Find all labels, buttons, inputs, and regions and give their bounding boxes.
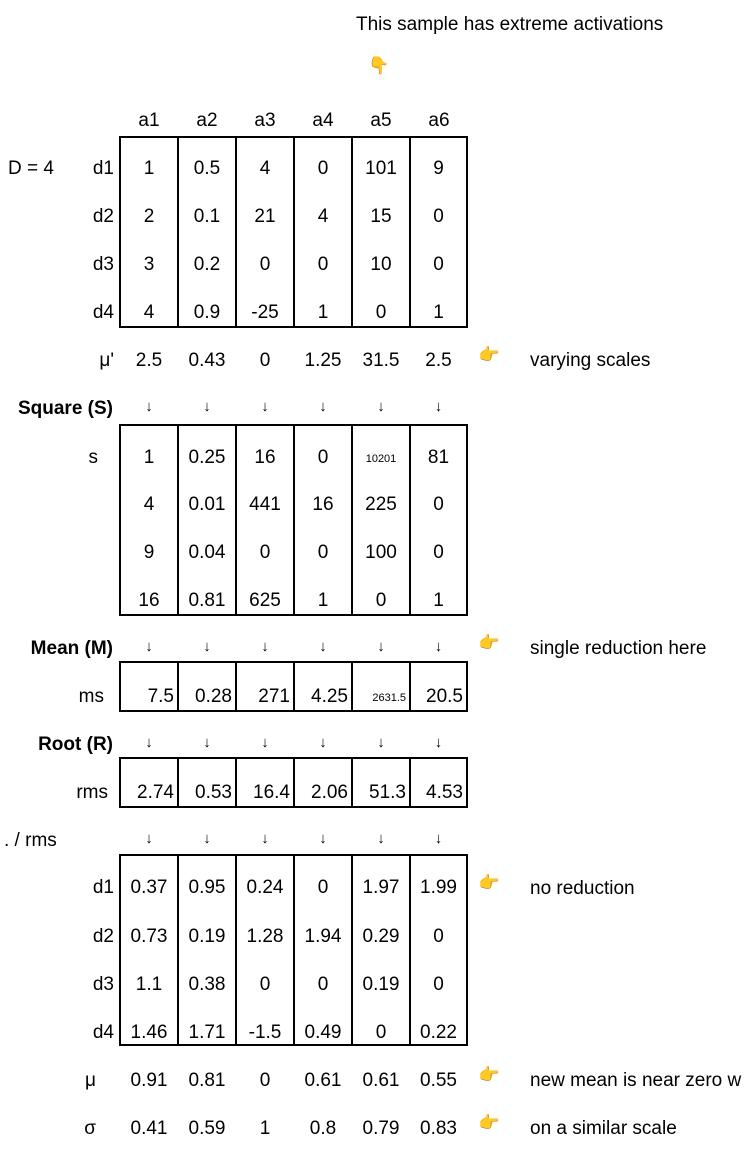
- input-cell: 1: [433, 302, 444, 323]
- root-row-border: [119, 757, 468, 759]
- root-cell: 51.3: [369, 782, 406, 803]
- pointing-down-icon: 👇: [368, 56, 390, 75]
- square-cell: 0: [259, 542, 271, 563]
- input-cell: 0: [259, 254, 271, 275]
- sigma-cell: 0.8: [309, 1118, 337, 1139]
- input-cell: 101: [365, 158, 397, 179]
- down-arrow: ↓: [434, 638, 443, 655]
- root-cell: 4.53: [426, 782, 463, 803]
- square-cell: 16: [312, 494, 334, 515]
- square-cell: 0.81: [188, 590, 226, 611]
- down-arrow: ↓: [145, 398, 153, 415]
- pointing-hand-icon: 👈: [479, 1065, 501, 1084]
- normalized-cell: 0: [375, 1022, 387, 1043]
- normalized-cell: 0: [317, 974, 329, 995]
- square-cell: 9: [143, 542, 155, 563]
- square-cell: 100: [365, 542, 397, 563]
- square-cell: 4: [143, 494, 155, 515]
- down-arrow: ↓: [261, 638, 269, 655]
- input-cell: 2: [143, 206, 155, 227]
- normalized-cell: 0: [433, 926, 444, 947]
- normalized-cell: 1.99: [420, 877, 457, 898]
- input-cell: 0.9: [193, 302, 221, 323]
- row-label: d2: [92, 206, 114, 227]
- sigma-cell: 1: [259, 1118, 271, 1139]
- normalized-matrix-border: [119, 1044, 468, 1046]
- square-label: Square (S): [17, 398, 113, 419]
- mean-cell: 2631.5: [372, 692, 406, 704]
- down-arrow: ↓: [203, 398, 211, 415]
- mu-cell: 0.81: [188, 1070, 226, 1091]
- mean-cell: 4.25: [311, 686, 348, 707]
- mean-row-label: ms: [78, 686, 104, 707]
- mu-note: new mean is near zero w: [530, 1070, 742, 1091]
- normalized-cell: 0.73: [130, 926, 168, 947]
- square-cell: 0: [317, 447, 329, 468]
- input-cell: 21: [254, 206, 276, 227]
- mu-cell: 0.55: [420, 1070, 457, 1091]
- mean-label: Mean (M): [30, 638, 113, 659]
- square-matrix-border: [119, 424, 468, 426]
- square-cell: 81: [427, 447, 450, 468]
- input-cell: 4: [259, 158, 271, 179]
- row-label: d4: [92, 302, 114, 323]
- down-arrow: ↓: [319, 638, 327, 655]
- square-cell: 0.25: [188, 447, 226, 468]
- normalized-cell: 0.19: [362, 974, 400, 995]
- down-arrow: ↓: [319, 830, 327, 847]
- root-cell: 0.53: [195, 782, 232, 803]
- input-cell: 1: [143, 158, 155, 179]
- down-arrow: ↓: [319, 734, 327, 751]
- sigma-cell: 0.41: [130, 1118, 168, 1139]
- root-cell: 2.06: [311, 782, 348, 803]
- down-arrow: ↓: [377, 638, 385, 655]
- square-cell: 0: [433, 494, 444, 515]
- down-arrow: ↓: [261, 398, 269, 415]
- input-cell: 0: [433, 206, 444, 227]
- down-arrow: ↓: [319, 398, 327, 415]
- square-cell: 16: [254, 447, 276, 468]
- sigma-note: on a similar scale: [530, 1118, 677, 1139]
- normalized-cell: 0.38: [188, 974, 226, 995]
- input-cell: 0: [317, 158, 329, 179]
- normalized-cell: -1.5: [248, 1022, 282, 1043]
- normalized-cell: 0.22: [420, 1022, 457, 1043]
- square-cell: 625: [249, 590, 281, 611]
- sigma-cell: 0.79: [362, 1118, 400, 1139]
- mean-row-border: [119, 661, 468, 663]
- square-row-label: s: [88, 447, 98, 468]
- input-cell: 3: [143, 254, 155, 275]
- row-label: d3: [92, 254, 114, 275]
- divide-note: no reduction: [530, 878, 635, 899]
- down-arrow: ↓: [377, 734, 385, 751]
- header-note: This sample has extreme activations: [356, 14, 664, 35]
- mu-cell: 0: [259, 1070, 271, 1091]
- down-arrow: ↓: [377, 830, 385, 847]
- normalized-matrix-border: [119, 854, 468, 856]
- normalized-cell: 0.49: [304, 1022, 342, 1043]
- normalized-cell: 0.95: [188, 877, 226, 898]
- mu-cell: 0.91: [130, 1070, 168, 1091]
- input-cell: 1: [317, 302, 329, 323]
- root-row-label: rms: [76, 782, 108, 803]
- mean-cell: 7.5: [147, 686, 174, 707]
- mean-cell: 20.5: [426, 686, 463, 707]
- square-cell: 0: [433, 542, 444, 563]
- row-label: d1: [92, 877, 114, 898]
- root-label: Root (R): [38, 734, 113, 755]
- square-cell: 225: [365, 494, 397, 515]
- mean-row-border: [466, 662, 468, 711]
- down-arrow: ↓: [261, 734, 269, 751]
- mean-cell: 271: [258, 686, 290, 707]
- normalized-cell: 0: [433, 974, 444, 995]
- mu-prime-note: varying scales: [530, 350, 651, 371]
- input-cell: -25: [251, 302, 279, 323]
- square-cell: 0.04: [188, 542, 226, 563]
- column-header: a2: [196, 110, 218, 131]
- sigma-cell: 0.83: [420, 1118, 457, 1139]
- square-cell: 0.01: [188, 494, 226, 515]
- row-label: d4: [92, 1022, 114, 1043]
- mean-note: single reduction here: [530, 638, 707, 659]
- down-arrow: ↓: [434, 734, 443, 751]
- normalized-cell: 0.29: [362, 926, 400, 947]
- pointing-hand-icon: 👈: [479, 633, 501, 652]
- normalized-cell: 0: [317, 877, 329, 898]
- mu-prime-cell: 1.25: [304, 350, 342, 371]
- normalized-cell: 0.24: [246, 877, 284, 898]
- column-header: a1: [138, 110, 160, 131]
- square-cell: 1: [433, 590, 444, 611]
- input-cell: 0.1: [193, 206, 221, 227]
- down-arrow: ↓: [145, 734, 153, 751]
- mean-row-border: [119, 710, 468, 712]
- down-arrow: ↓: [145, 830, 153, 847]
- input-cell: 0.5: [193, 158, 221, 179]
- down-arrow: ↓: [203, 638, 211, 655]
- input-matrix-border: [119, 326, 468, 328]
- input-cell: 9: [433, 158, 444, 179]
- down-arrow: ↓: [434, 830, 443, 847]
- down-arrow: ↓: [261, 830, 269, 847]
- mu-prime-cell: 0.43: [188, 350, 226, 371]
- mean-cell: 0.28: [195, 686, 232, 707]
- square-cell: 1: [317, 590, 329, 611]
- mu-prime-cell: 31.5: [362, 350, 400, 371]
- normalized-cell: 1.1: [135, 974, 163, 995]
- sigma-label: σ: [84, 1118, 96, 1139]
- down-arrow: ↓: [434, 398, 443, 415]
- pointing-hand-icon: 👈: [479, 1113, 501, 1132]
- sigma-cell: 0.59: [188, 1118, 226, 1139]
- row-label: d1: [92, 158, 114, 179]
- normalized-cell: 0.19: [188, 926, 226, 947]
- down-arrow: ↓: [145, 638, 153, 655]
- normalized-cell: 1.28: [246, 926, 284, 947]
- column-header: a3: [254, 110, 276, 131]
- column-header: a6: [428, 110, 450, 131]
- square-cell: 1: [143, 447, 155, 468]
- down-arrow: ↓: [377, 398, 385, 415]
- mu-prime-label: μ': [99, 350, 114, 371]
- mu-prime-cell: 2.5: [425, 350, 452, 371]
- normalized-cell: 1.94: [304, 926, 342, 947]
- root-row-border: [119, 806, 468, 808]
- mu-prime-cell: 0: [259, 350, 271, 371]
- input-cell: 4: [317, 206, 329, 227]
- normalized-cell: 0: [259, 974, 271, 995]
- mu-cell: 0.61: [362, 1070, 400, 1091]
- square-cell: 16: [138, 590, 160, 611]
- dimension-label: D = 4: [8, 158, 54, 179]
- square-cell: 0: [317, 542, 329, 563]
- input-cell: 10: [370, 254, 392, 275]
- square-cell: 0: [375, 590, 387, 611]
- mu-prime-cell: 2.5: [135, 350, 163, 371]
- input-cell: 0: [433, 254, 444, 275]
- root-row-border: [466, 758, 468, 807]
- mu-cell: 0.61: [304, 1070, 342, 1091]
- input-cell: 15: [370, 206, 392, 227]
- root-cell: 16.4: [253, 782, 290, 803]
- input-cell: 0.2: [193, 254, 221, 275]
- column-header: a5: [370, 110, 392, 131]
- input-cell: 0: [375, 302, 387, 323]
- pointing-hand-icon: 👈: [479, 345, 501, 364]
- column-header: a4: [312, 110, 334, 131]
- square-matrix-border: [119, 614, 468, 616]
- row-label: d2: [92, 926, 114, 947]
- normalized-cell: 1.97: [362, 877, 400, 898]
- row-label: d3: [92, 974, 114, 995]
- pointing-hand-icon: 👈: [479, 873, 501, 892]
- normalized-cell: 0.37: [130, 877, 168, 898]
- down-arrow: ↓: [203, 734, 211, 751]
- input-matrix-border: [119, 136, 468, 138]
- divide-label: . / rms: [4, 830, 57, 851]
- mu-label: μ: [85, 1070, 96, 1091]
- square-cell: 441: [249, 494, 281, 515]
- input-cell: 0: [317, 254, 329, 275]
- normalized-cell: 1.46: [130, 1022, 168, 1043]
- down-arrow: ↓: [203, 830, 211, 847]
- input-cell: 4: [143, 302, 155, 323]
- root-cell: 2.74: [137, 782, 174, 803]
- square-cell: 10201: [365, 453, 397, 465]
- normalized-cell: 1.71: [188, 1022, 226, 1043]
